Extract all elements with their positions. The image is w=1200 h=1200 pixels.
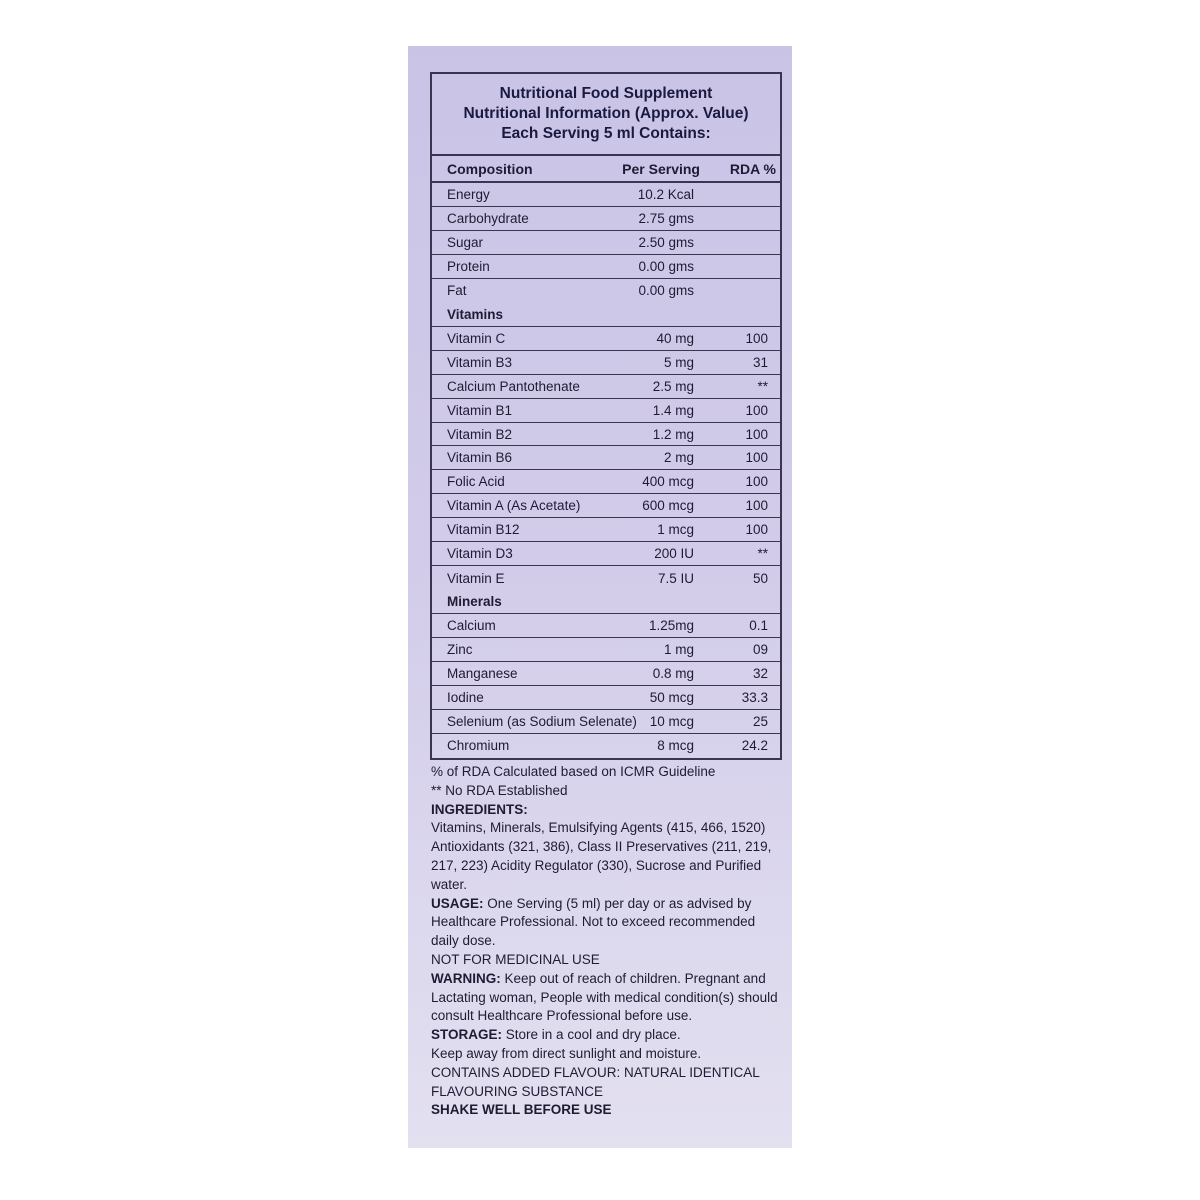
nutrient-name: Folic Acid xyxy=(447,474,505,490)
label-panel xyxy=(408,46,792,1148)
per-serving-value: 50 mcg xyxy=(649,689,694,705)
nutrient-name: Selenium (as Sodium Selenate) xyxy=(447,713,637,729)
storage-label: STORAGE: xyxy=(431,1027,503,1043)
warning xyxy=(431,970,781,1026)
minerals-section-row xyxy=(432,590,780,614)
col-rda: RDA % xyxy=(729,160,776,177)
rda-value: 24.2 xyxy=(741,738,768,754)
nutrient-name: Vitamin B6 xyxy=(447,450,513,466)
nutrient-name: Protein xyxy=(447,258,490,274)
table-row xyxy=(432,662,780,686)
table-header xyxy=(432,74,780,156)
table-row xyxy=(432,351,780,375)
rda-value: 50 xyxy=(752,570,768,586)
column-header-row xyxy=(432,156,780,183)
usage xyxy=(431,895,781,951)
no-rda-note: ** No RDA Established xyxy=(431,782,568,798)
nutrient-name: Vitamin B3 xyxy=(447,354,513,370)
table-row xyxy=(432,399,780,423)
rda-value: ** xyxy=(757,378,768,394)
per-serving-value: 10 mcg xyxy=(649,713,694,729)
per-serving-value: 400 mcg xyxy=(642,474,694,490)
nutrient-name: Vitamin B1 xyxy=(447,402,513,418)
table-row xyxy=(432,710,780,734)
table-row xyxy=(432,470,780,494)
storage-text: Store in a cool and dry place. xyxy=(505,1027,681,1043)
per-serving-value: 8 mcg xyxy=(657,738,694,754)
per-serving-value: 600 mcg xyxy=(642,498,694,514)
table-row xyxy=(432,686,780,710)
rda-value: 100 xyxy=(745,402,768,418)
col-per-serving: Per Serving xyxy=(622,160,700,177)
rda-value: 25 xyxy=(752,713,768,729)
rda-value: 100 xyxy=(745,330,768,346)
vitamin-rows xyxy=(432,327,780,590)
table-row xyxy=(432,255,780,279)
flavour-note: CONTAINS ADDED FLAVOUR: NATURAL IDENTICAL FLAVOURING SUBSTANCE xyxy=(431,1064,760,1099)
rda-value: 09 xyxy=(752,642,768,658)
nutrient-name: Vitamin E xyxy=(447,570,505,586)
table-row xyxy=(432,231,780,255)
nutrient-name: Calcium xyxy=(447,618,496,634)
nutrient-name: Vitamin B2 xyxy=(447,426,513,442)
shake-note: SHAKE WELL BEFORE USE xyxy=(431,1102,612,1118)
storage-text-2: Keep away from direct sunlight and moisture. xyxy=(431,1045,702,1061)
rda-note: % of RDA Calculated based on ICMR Guideline xyxy=(431,764,716,779)
table-row xyxy=(432,423,780,447)
rda-value: 0.1 xyxy=(749,618,768,634)
col-composition: Composition xyxy=(447,160,533,177)
nutrient-name: Sugar xyxy=(447,234,484,250)
mineral-rows xyxy=(432,614,780,758)
basic-rows xyxy=(432,183,780,303)
per-serving-value: 0.00 gms xyxy=(638,258,694,274)
nutrient-name: Vitamin C xyxy=(447,330,506,346)
rda-value: 100 xyxy=(745,522,768,538)
per-serving-value: 1 mcg xyxy=(657,522,694,538)
rda-value: 100 xyxy=(745,426,768,442)
label-text xyxy=(431,763,781,1120)
per-serving-value: 1.25mg xyxy=(648,618,694,634)
header-title: Nutritional Food Supplement xyxy=(499,85,713,102)
nutrient-name: Vitamin D3 xyxy=(447,546,513,562)
table-row xyxy=(432,518,780,542)
rda-value: 33.3 xyxy=(741,689,768,705)
nutrient-name: Carbohydrate xyxy=(447,210,529,226)
nutrient-name: Zinc xyxy=(447,642,473,658)
per-serving-value: 2.50 gms xyxy=(638,234,694,250)
vitamins-label: Vitamins xyxy=(447,306,504,322)
vitamins-section-row xyxy=(432,303,780,327)
table-row xyxy=(432,183,780,207)
rda-value: 100 xyxy=(745,474,768,490)
per-serving-value: 10.2 Kcal xyxy=(637,186,694,202)
rda-value: ** xyxy=(757,546,768,562)
usage-text: One Serving (5 ml) per day or as advised by Healthcare Professional. Not to exceed recommended daily dose. xyxy=(431,895,756,949)
nutrition-table xyxy=(430,72,782,760)
table-row xyxy=(432,566,780,590)
per-serving-value: 5 mg xyxy=(663,354,694,370)
per-serving-value: 40 mg xyxy=(656,330,694,346)
rda-value: 100 xyxy=(745,450,768,466)
warning-text: Keep out of reach of children. Pregnant and Lactating woman, People with medical condition(s) should consult Healthcare Professional before use. xyxy=(431,970,778,1024)
per-serving-value: 0.8 mg xyxy=(652,666,694,682)
nutrient-name: Manganese xyxy=(447,666,518,682)
warning-label: WARNING: xyxy=(431,970,501,986)
rda-value: 100 xyxy=(745,498,768,514)
nutrient-name: Calcium Pantothenate xyxy=(447,378,580,394)
header-subtitle: Nutritional Information (Approx. Value) xyxy=(463,105,749,122)
usage-label: USAGE: xyxy=(431,895,484,911)
table-row xyxy=(432,279,780,303)
table-row xyxy=(432,734,780,758)
ingredients-label: INGREDIENTS: xyxy=(431,801,528,817)
nutrient-name: Chromium xyxy=(447,738,510,754)
per-serving-value: 1 mg xyxy=(663,642,694,658)
table-row xyxy=(432,638,780,662)
per-serving-value: 7.5 IU xyxy=(657,570,694,586)
per-serving-value: 0.00 gms xyxy=(638,283,694,299)
table-row xyxy=(432,375,780,399)
table-row xyxy=(432,446,780,470)
table-row xyxy=(432,614,780,638)
rda-value: 31 xyxy=(752,354,768,370)
header-serving: Each Serving 5 ml Contains: xyxy=(501,125,711,142)
table-row xyxy=(432,207,780,231)
not-medicinal: NOT FOR MEDICINAL USE xyxy=(431,951,600,967)
table-row xyxy=(432,542,780,566)
ingredients-text: Vitamins, Minerals, Emulsifying Agents (415, 466, 1520) Antioxidants (321, 386), Class II Preservatives (211, 219, 217, 223) Acidity Regulator (330), Sucrose and Purified water. xyxy=(431,820,772,892)
nutrient-name: Energy xyxy=(447,186,490,202)
per-serving-value: 200 IU xyxy=(654,546,694,562)
per-serving-value: 1.2 mg xyxy=(652,426,694,442)
minerals-label: Minerals xyxy=(447,594,502,610)
table-row xyxy=(432,327,780,351)
per-serving-value: 2.5 mg xyxy=(652,378,694,394)
per-serving-value: 1.4 mg xyxy=(652,402,694,418)
rda-value: 32 xyxy=(752,666,768,682)
nutrient-name: Vitamin A (As Acetate) xyxy=(447,498,581,514)
per-serving-value: 2.75 gms xyxy=(638,210,694,226)
table-row xyxy=(432,494,780,518)
nutrient-name: Iodine xyxy=(447,689,484,705)
nutrient-name: Fat xyxy=(447,283,467,299)
per-serving-value: 2 mg xyxy=(663,450,694,466)
storage xyxy=(431,1026,781,1045)
nutrient-name: Vitamin B12 xyxy=(447,522,520,538)
